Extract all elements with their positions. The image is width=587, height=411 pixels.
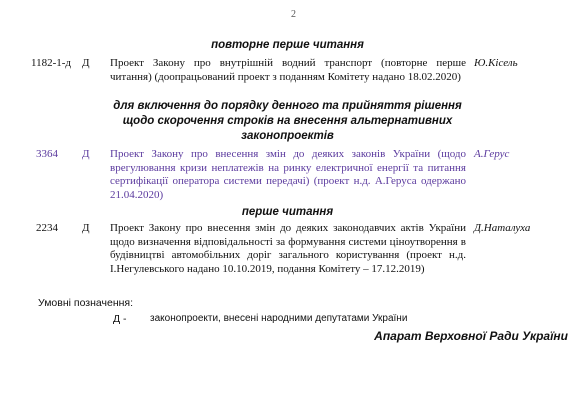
bill-type: Д — [82, 57, 90, 69]
legend-code: Д - — [113, 313, 127, 325]
bill-number: 1182-1-д — [31, 57, 72, 69]
bill-author: Ю.Кісель — [474, 57, 518, 69]
bill-type: Д — [82, 222, 90, 234]
bill-author: А.Герус — [474, 148, 510, 160]
bill-text: Проект Закону про внутрішній водний транспорт (повторне перше читання) (доопрацьований проект з поданням Комітету надано 18.02.2020) — [110, 57, 466, 83]
bill-text: Проект Закону про внесення змін до деяких законів України (щодо врегулювання кризи неплатежів на ринку електричної енергії та питання сертифікації оператора системи передачі) (проект н.д. А.Геруса одержано 21.04.2020) — [110, 148, 466, 201]
bill-text: Проект Закону про внесення змін до деяких законодавчих актів України щодо визначення відповідальності за формування системи ціноутворення в будівництві автомобільних доріг загального користування (проект н.д. І.Негулевського надано 10.10.2019, подання Комітету – 17.12.2019) — [110, 222, 466, 275]
bill-number: 3364 — [36, 148, 58, 160]
signature: Апарат Верховної Ради України — [374, 329, 568, 343]
legend-title: Умовні позначення: — [38, 297, 134, 309]
bill-type: Д — [82, 148, 90, 160]
bill-number: 2234 — [36, 222, 58, 234]
section-heading-first-reading: перше читання — [241, 206, 334, 218]
bill-author: Д.Наталуха — [474, 222, 531, 234]
section-heading-repeat-first-reading: повторне перше читання — [211, 39, 364, 51]
page-number: 2 — [291, 9, 296, 20]
section-heading-agenda-inclusion: для включення до порядку денного та прийняття рішення щодо скорочення строків на внесення альтернативних законопроектів — [113, 100, 462, 142]
legend-description: законопроекти, внесені народними депутатами України — [150, 313, 408, 324]
